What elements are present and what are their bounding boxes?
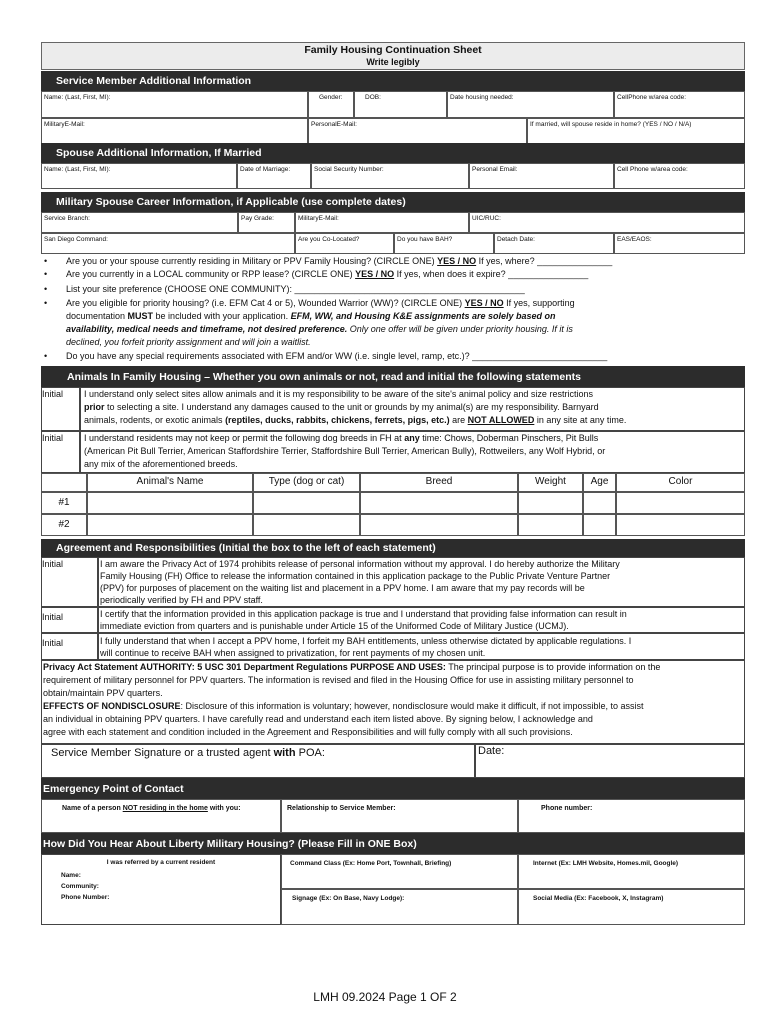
bullet-icon: • (44, 284, 48, 294)
hear-social-box[interactable]: Social Media (Ex: Facebook, X, Instagram) (518, 889, 745, 925)
sp-email-field[interactable]: Personal Email: (469, 163, 614, 189)
animal-1-type[interactable] (253, 492, 360, 514)
bullet-icon: • (44, 351, 48, 361)
initial-label: Initial (42, 433, 64, 443)
section-hear: How Did You Hear About Liberty Military Housing? (Please Fill in ONE Box) (41, 833, 745, 854)
sm-dob-field[interactable]: DOB: (354, 91, 447, 118)
animal-col-header-index (41, 473, 87, 492)
agreement-1-line4: periodically verified by FH and PPV staff. (100, 595, 263, 605)
privacy-line3: obtain/maintain PPV quarters. (43, 688, 163, 698)
emergency-name-field[interactable]: Name of a person NOT residing in the home with you: (41, 799, 281, 833)
hear-name-label: Name: (61, 872, 81, 879)
section-service-member: Service Member Additional Information (41, 71, 745, 91)
animal-2-breed[interactable] (360, 514, 518, 536)
bullet-icon: • (44, 269, 48, 279)
animal-col-header-weight: Weight (518, 473, 583, 492)
sp-name-field[interactable]: Name: (Last, First, MI): (41, 163, 237, 189)
emergency-phone-field[interactable]: Phone number: (518, 799, 745, 833)
career-command-field[interactable]: San Diego Command: (41, 233, 295, 254)
initial-label: Initial (42, 612, 64, 622)
career-uic-field[interactable]: UIC/RUC: (469, 212, 745, 233)
question-local-lease: Are you currently in a LOCAL community or RPP lease? (CIRCLE ONE) YES / NO If yes, when does it expire? ________________ (66, 269, 589, 279)
animal-2-type[interactable] (253, 514, 360, 536)
career-email-field[interactable]: MilitaryE-Mail: (295, 212, 469, 233)
agreement-1-line1: I am aware the Privacy Act of 1974 prohibits release of personal information without my approval. I do hereby authorize the Military (100, 559, 620, 569)
agreement-2-line2: immediate eviction from quarters and is punishable under Article 15 of the Uniformed Code of Military Justice (UCMJ). (100, 621, 569, 631)
question-priority-housing: Are you eligible for priority housing? (i.e. EFM Cat 4 or 5), Wounded Warrior (WW)? (CIRCLE ONE) YES / NO If yes, supporting (66, 298, 575, 308)
animal-stmt1-line1: I understand only select sites allow animals and it is my responsibility to be aware of the site's animal policy and size restrictions (84, 389, 593, 399)
animal-2-name[interactable] (87, 514, 253, 536)
form-title: Family Housing Continuation Sheet (304, 44, 482, 56)
hear-internet-box[interactable]: Internet (Ex: LMH Website, Homes.mil, Google) (518, 854, 745, 889)
career-branch-field[interactable]: Service Branch: (41, 212, 238, 233)
career-eas-field[interactable]: EAS/EAOS: (614, 233, 745, 254)
sp-ssn-field[interactable]: Social Security Number: (311, 163, 469, 189)
emergency-relationship-field[interactable]: Relationship to Service Member: (281, 799, 518, 833)
hear-phone-label: Phone Number: (61, 894, 110, 901)
agreement-1-line3: (PPV) for purposes of placement on the waiting list and placement in a PPV home. I am aware that my pay records will be (100, 583, 585, 593)
section-animals: Animals In Family Housing – Whether you own animals or not, read and initial the following statements (41, 366, 745, 387)
agreement-2-line1: I certify that the information provided in this application package is true and I understand that providing false information can result in (100, 609, 627, 619)
form-subtitle: Write legibly (366, 57, 420, 67)
agreement-3-line1: I fully understand that when I accept a PPV home, I forfeit my BAH entitlements, unless otherwise dictated by applicable regulations. I (100, 636, 632, 646)
sm-cell-field[interactable]: CellPhone w/area code: (614, 91, 745, 118)
animal-row-label: #1 (41, 492, 87, 514)
animal-col-header-color: Color (616, 473, 745, 492)
privacy-line4: EFFECTS OF NONDISCLOSURE: Disclosure of this information is voluntary; however, nondisclosure would make it difficult, if not impossible, to assist (43, 701, 644, 711)
sm-personal-email-field[interactable]: PersonalE-Mail: (308, 118, 527, 144)
animal-1-breed[interactable] (360, 492, 518, 514)
initial-label: Initial (42, 559, 64, 569)
initial-label: Initial (42, 638, 64, 648)
animal-2-color[interactable] (616, 514, 745, 536)
priority-availability-text: availability, medical needs and timeframe, not desired preference. Only one offer will be given under priority housing. If it is (66, 324, 573, 334)
sp-cell-field[interactable]: Cell Phone w/area code: (614, 163, 745, 189)
animal-stmt2-line2: (American Pit Bull Terrier, American Staffordshire Terrier, Staffordshire Bull Terrier, American Bully), Rottweilers, any Wolf Hybrid, or (84, 446, 606, 456)
agreement-3-line2: will continue to receive BAH when assigned to privatization, for rent payments of my chosen unit. (100, 648, 486, 658)
housing-form (41, 42, 745, 942)
priority-declined-text: declined, you forfeit priority assignment and will join a waitlist. (66, 337, 311, 347)
sm-military-email-field[interactable]: MilitaryE-Mail: (41, 118, 308, 144)
career-grade-field[interactable]: Pay Grade: (238, 212, 295, 233)
sm-gender-field[interactable]: Gender: (308, 91, 354, 118)
question-site-preference[interactable]: List your site preference (CHOOSE ONE COMMUNITY): ______________________________________________ (66, 284, 525, 294)
career-detach-field[interactable]: Detach Date: (494, 233, 614, 254)
animal-stmt1-line2: prior to selecting a site. I understand any damages caused to the unit or grounds by my animal(s) are my responsibility. Barnyard (84, 402, 599, 412)
agreement-1-line2: Family Housing (FH) Office to release the information contained in this application package to the Public Private Venture Partner (100, 571, 611, 581)
signature-label: Service Member Signature or a trusted agent with POA: (51, 747, 325, 759)
animal-1-age[interactable] (583, 492, 616, 514)
animal-2-age[interactable] (583, 514, 616, 536)
hear-command-box[interactable]: Command Class (Ex: Home Port, Townhall, Briefing) (281, 854, 518, 889)
page-footer: LMH 09.2024 Page 1 OF 2 (313, 990, 457, 1004)
career-colocated-field[interactable]: Are you Co-Located? (295, 233, 394, 254)
sm-name-field[interactable]: Name: (Last, First, MI): (41, 91, 308, 118)
animal-row-label: #2 (41, 514, 87, 536)
bullet-icon: • (44, 256, 48, 266)
section-spouse: Spouse Additional Information, If Married (41, 143, 745, 163)
animal-col-header-type: Type (dog or cat) (253, 473, 360, 492)
privacy-line2: requirement of military personnel for PPV quarters. The information is revised and filed in the Housing Office for use in assisting military personnel to (43, 675, 634, 685)
hear-referred-label: I was referred by a current resident (106, 859, 216, 866)
sp-marriage-date-field[interactable]: Date of Marriage: (237, 163, 311, 189)
section-agreement: Agreement and Responsibilities (Initial the box to the left of each statement) (41, 539, 745, 557)
sm-date-needed-field[interactable]: Date housing needed: (447, 91, 614, 118)
privacy-line1: Privacy Act Statement AUTHORITY: 5 USC 301 Department Regulations PURPOSE AND USES: The principal purpose is to provide information on the (43, 662, 661, 672)
animal-2-weight[interactable] (518, 514, 583, 536)
sm-spouse-reside-field[interactable]: If married, will spouse reside in home? (YES / NO / N/A) (527, 118, 745, 144)
section-career: Military Spouse Career Information, if Applicable (use complete dates) (41, 192, 745, 212)
animal-1-weight[interactable] (518, 492, 583, 514)
animal-stmt2-line3: any mix of the aforementioned breeds. (84, 459, 238, 469)
animal-col-header-age: Age (583, 473, 616, 492)
initial-label: Initial (42, 389, 64, 399)
priority-documentation-text: documentation MUST be included with your application. EFM, WW, and Housing K&E assignments are solely based on (66, 311, 556, 321)
section-emergency: Emergency Point of Contact (41, 778, 745, 799)
animal-1-name[interactable] (87, 492, 253, 514)
animal-col-header-name: Animal's Name (87, 473, 253, 492)
question-current-housing: Are you or your spouse currently residing in Military or PPV Family Housing? (CIRCLE ONE) YES / NO If yes, where? _______________ (66, 256, 613, 266)
privacy-line6: agree with each statement and condition included in the Agreement and Responsibilities and will fully comply with all such provisions. (43, 727, 573, 737)
date-label: Date: (478, 745, 505, 757)
hear-signage-box[interactable]: Signage (Ex: On Base, Navy Lodge): (281, 889, 518, 925)
career-bah-field[interactable]: Do you have BAH? (394, 233, 494, 254)
animal-1-color[interactable] (616, 492, 745, 514)
animal-col-header-breed: Breed (360, 473, 518, 492)
hear-community-label: Community: (61, 883, 99, 890)
question-special-requirements[interactable]: Do you have any special requirements associated with EFM and/or WW (i.e. single level, ramp, etc.)? ___________________________ (66, 351, 608, 361)
animal-stmt2-line1: I understand residents may not keep or permit the following dog breeds in FH at any time: Chows, Doberman Pinschers, Pit Bulls (84, 433, 599, 443)
animal-stmt1-line3: animals, rodents, or exotic animals (reptiles, ducks, rabbits, chickens, ferrets, pigs, etc.) are NOT ALLOWED in any site at any time. (84, 415, 627, 425)
bullet-icon: • (44, 298, 48, 308)
privacy-line5: an individual in obtaining PPV quarters. I have carefully read and understand each item listed above. By signing below, I acknowledge and (43, 714, 593, 724)
date-field[interactable] (475, 744, 745, 778)
